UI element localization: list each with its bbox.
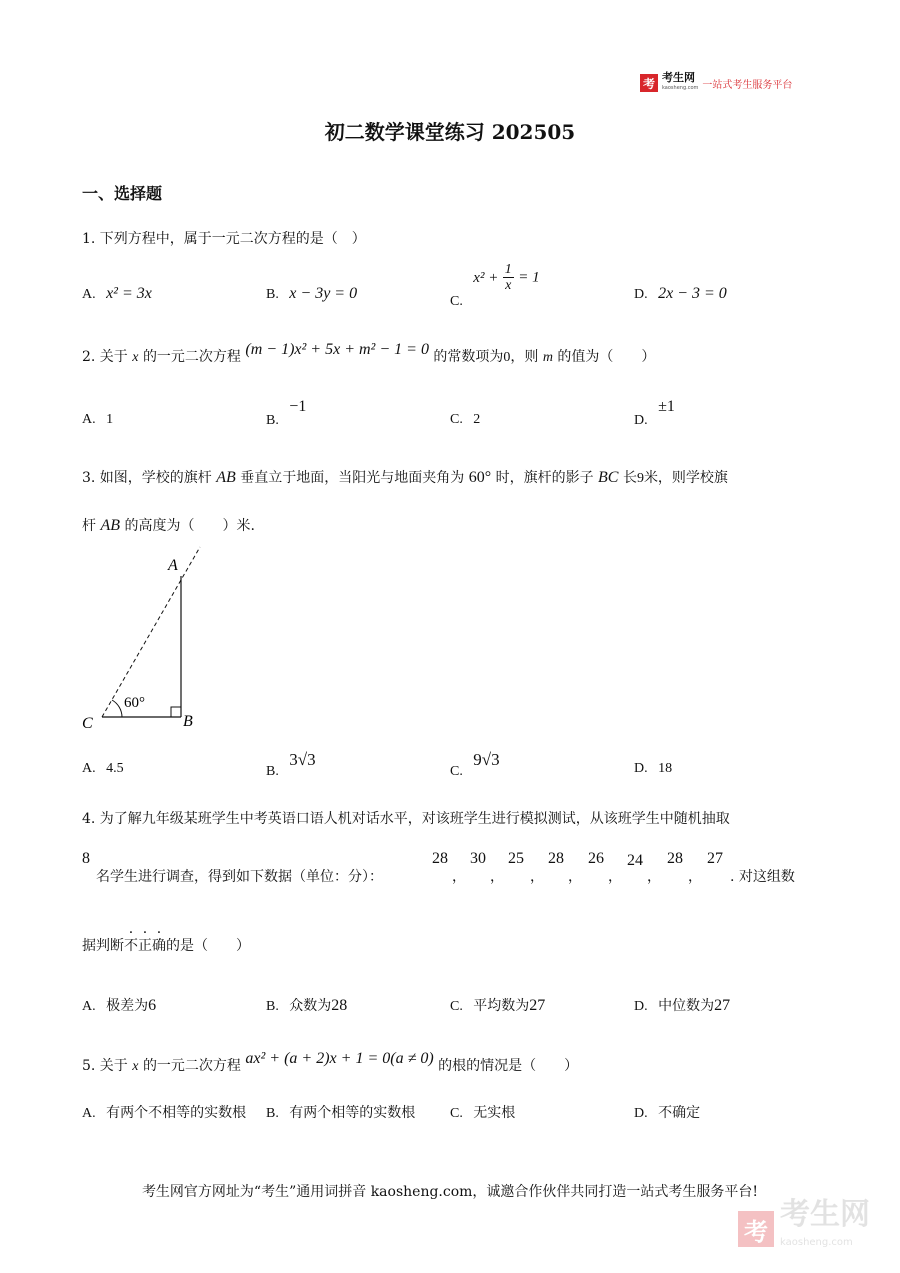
q4-data-value: 30	[470, 850, 486, 867]
emphasis-char: 正	[138, 938, 152, 954]
q4-comma: ，	[647, 869, 661, 885]
logo-slogan: 一站式考生服务平台	[702, 79, 793, 91]
q4-b-label: B.	[266, 999, 279, 1014]
q5-stem-end: 的根的情况是（ ）	[438, 1058, 579, 1074]
angle-arc	[112, 700, 122, 717]
q5-stem-pre: 5. 关于	[82, 1058, 128, 1074]
q1-c-label: C.	[450, 293, 463, 309]
q3-b-value: 3√3	[289, 750, 316, 769]
q4-comma: ，	[452, 869, 466, 885]
q5-option-a	[82, 1102, 246, 1122]
q3-line2-end: 的高度为（ ）米.	[124, 518, 255, 534]
q5-option-c	[450, 1102, 515, 1122]
q3-bc: BC	[598, 469, 619, 486]
q5-d-label: D.	[634, 1106, 648, 1121]
q3-line1-end: 米，则学校旗	[643, 470, 728, 486]
q2-zero: 0	[503, 350, 511, 365]
q4-c-label: C.	[450, 999, 463, 1014]
q5-stem-mid: 的一元二次方程	[142, 1058, 241, 1074]
q3-line2-pre: 杆	[82, 518, 96, 534]
q3-d-label: D.	[634, 761, 648, 776]
q4-b-text: 众数为	[289, 998, 332, 1014]
q3-c-label: C.	[450, 764, 463, 779]
q3-option-c	[450, 750, 500, 779]
q4-stem-line2: 名学生进行调查，得到如下数据（单位：分）：	[96, 869, 383, 885]
q4-data-value: 24	[627, 852, 643, 869]
q3-ab: AB	[216, 469, 236, 486]
q4-data-value: 28	[548, 850, 564, 867]
watermark-domain: kaosheng.com	[780, 1237, 853, 1248]
q4-comma: ，	[568, 869, 582, 885]
q4-data-value: 28	[432, 850, 448, 867]
q4-c-value: 27	[529, 997, 546, 1014]
q3-figure	[78, 540, 218, 735]
q2-option-c	[450, 411, 480, 428]
q3-nine: 9	[636, 471, 644, 486]
q2-stem-end: 的值为（ ）	[557, 349, 656, 365]
q2-stem-pre: 2. 关于	[82, 349, 128, 365]
header-logo	[640, 73, 792, 93]
q5-equation: ax² + (a + 2)x + 1 = 0(a ≠ 0)	[245, 1050, 434, 1067]
q5-b-label: B.	[266, 1106, 279, 1121]
q5-a-text: 有两个不相等的实数根	[106, 1105, 247, 1121]
q5-a-label: A.	[82, 1106, 96, 1121]
watermark-name: 考生网	[780, 1197, 870, 1232]
q5-var: x	[132, 1059, 139, 1074]
q1-option-a	[82, 285, 152, 303]
q3-stem-line1	[82, 467, 728, 487]
q3-d-value: 18	[658, 761, 673, 776]
q4-data-value: 27	[707, 850, 723, 867]
emphasis-char: 不	[124, 938, 138, 954]
q4-a-text: 极差为	[106, 998, 149, 1014]
q5-stem	[82, 1050, 579, 1075]
q4-option-a	[82, 995, 156, 1015]
q2-d-label: D.	[634, 413, 648, 428]
q2-var: x	[132, 350, 139, 365]
point-c-label: C	[82, 715, 93, 732]
q2-stem	[82, 341, 656, 366]
q4-comma: ，	[688, 869, 702, 885]
q4-option-c	[450, 995, 545, 1015]
q3-line1-mid: 垂直立于地面，当阳光与地面夹角为	[240, 470, 465, 486]
q2-c-label: C.	[450, 412, 463, 427]
watermark-logo	[738, 1197, 870, 1257]
logo-mark: 考	[640, 74, 658, 92]
q3-line1-mid2: 时，旗杆的影子	[495, 470, 594, 486]
q4-d-text: 中位数为	[658, 998, 715, 1014]
q5-c-text: 无实根	[473, 1105, 516, 1121]
q2-m: m	[542, 350, 553, 365]
q5-option-d	[634, 1102, 700, 1122]
q3-stem-line2	[82, 515, 255, 535]
q1-c-fraction	[503, 262, 514, 293]
q1-b-math: x − 3y = 0	[289, 285, 358, 302]
q3-option-d	[634, 760, 672, 777]
logo-name-text: 考生网	[662, 71, 695, 84]
q1-c-numerator: 1	[504, 262, 512, 277]
q3-option-b	[266, 750, 316, 779]
q4-b-value: 28	[331, 997, 348, 1014]
q3-ab2: AB	[100, 517, 120, 534]
q4-stem-line3	[82, 935, 250, 955]
q2-option-b	[266, 398, 307, 428]
q4-comma: ，	[608, 869, 622, 885]
q1-option-c	[450, 262, 540, 309]
q2-b-value: −1	[289, 398, 307, 415]
q4-line3-end: 的是（ ）	[166, 938, 250, 954]
q2-a-label: A.	[82, 412, 96, 427]
q4-comma: ，	[490, 869, 504, 885]
q4-c-text: 平均数为	[473, 998, 530, 1014]
q3-option-a	[82, 760, 124, 777]
q1-option-d	[634, 285, 727, 303]
q4-stem-line1: 4. 为了解九年级某班学生中考英语口语人机对话水平，对该班学生进行模拟测试，从该班学生中随机抽取	[82, 811, 730, 827]
q2-stem-post: 的常数项为	[433, 349, 504, 365]
q2-option-d	[634, 398, 675, 428]
q4-data-value: 26	[588, 850, 604, 867]
q5-c-label: C.	[450, 1106, 463, 1121]
q4-data-value: 28	[667, 850, 683, 867]
right-angle-mark	[171, 707, 181, 717]
logo-domain: kaosheng.com	[662, 85, 699, 91]
q4-sample-count: 8	[82, 850, 90, 867]
q5-option-b	[266, 1102, 415, 1122]
q5-d-text: 不确定	[658, 1105, 701, 1121]
watermark-text	[780, 1197, 870, 1257]
q2-c-value: 2	[473, 412, 481, 427]
q2-equation: (m − 1)x² + 5x + m² − 1 = 0	[245, 341, 429, 358]
q1-c-denominator: x	[505, 278, 512, 293]
q5-b-text: 有两个相等的实数根	[289, 1105, 416, 1121]
q1-stem: 1. 下列方程中，属于一元二次方程的是（ ）	[82, 231, 366, 247]
sun-ray-line	[102, 547, 200, 717]
q1-a-label: A.	[82, 287, 96, 302]
q3-angle: 60°	[468, 469, 492, 486]
q3-b-label: B.	[266, 764, 279, 779]
footer-note: 考生网官方网址为“考生”通用词拼音 kaosheng.com，诚邀合作伙伴共同打造一站式考生服务平台!	[141, 1184, 759, 1200]
q1-d-label: D.	[634, 287, 648, 302]
q2-a-value: 1	[106, 412, 114, 427]
q1-c-post: = 1	[518, 269, 540, 286]
q3-c-value: 9√3	[473, 750, 500, 769]
q3-a-label: A.	[82, 761, 96, 776]
q4-a-label: A.	[82, 999, 96, 1014]
page-title: 初二数学课堂练习 202505	[324, 120, 576, 144]
q1-b-label: B.	[266, 287, 279, 302]
q2-d-value: ±1	[658, 398, 675, 415]
q4-d-label: D.	[634, 999, 648, 1014]
q1-a-math: x² = 3x	[106, 285, 152, 302]
emphasis-char: 确	[152, 938, 166, 954]
q4-option-b	[266, 995, 347, 1015]
q4-a-value: 6	[148, 997, 157, 1014]
q4-comma: ，	[530, 869, 544, 885]
q2-b-label: B.	[266, 413, 279, 428]
q4-option-d	[634, 995, 730, 1015]
q1-d-math: 2x − 3 = 0	[658, 285, 727, 302]
q4-d-value: 27	[714, 997, 731, 1014]
angle-label: 60°	[124, 695, 145, 711]
point-b-label: B	[183, 713, 193, 730]
logo-name	[662, 73, 698, 93]
q2-option-a	[82, 411, 113, 428]
q3-a-value: 4.5	[106, 761, 124, 776]
q1-option-b	[266, 285, 357, 303]
q3-line1-pre: 3. 如图，学校的旗杆	[82, 470, 212, 486]
q4-data-value: 25	[508, 850, 524, 867]
section-heading: 一、选择题	[82, 184, 163, 203]
q4-line3-pre: 据判断	[82, 938, 124, 954]
q1-c-pre: x² +	[473, 269, 499, 286]
watermark-mark: 考	[738, 1211, 774, 1247]
q2-stem-tail: ，则	[510, 349, 539, 365]
q4-stem-line2-end: . 对这组数	[730, 869, 795, 885]
q2-stem-mid: 的一元二次方程	[142, 349, 241, 365]
point-a-label: A	[168, 557, 178, 574]
q3-line1-mid3: 长	[622, 470, 637, 486]
